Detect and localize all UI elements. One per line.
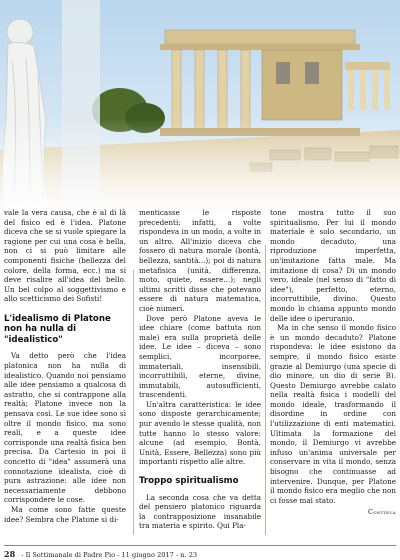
paragraph: Ma in che senso il mondo fisico è un mondo decaduto? Platone rispondeva: le idee esistono da sempre, il mondo fisico esiste grazie al Demiurgo (una specie di dio minore, un dio di serie B). Questo Demiurgo avrebbe calato nella realtà fisica i modelli del mondo ideale, trasformando il disordine in ordine con l'utilizzazione di enti matematici. Ultimata la formazione del mondo, il Demiurgo vi avrebbe infuso un'anima universale per conservare in vita il mondo, senza bisogno che continuasse ad intervenire. Dunque, per Platone il mondo fisico era meglio che non ci fosse mai stato. [270,323,396,505]
continua-label: Continua [368,508,396,517]
section-heading: L'idealismo di Platone non ha nulla di "idealistico" [4,313,111,345]
article-column-3 [270,208,396,518]
paragraph: La seconda cosa che va detta del pensiero platonico riguarda la contrapposizione insanabile tra materia e spirito. Qui Pla- [139,492,261,531]
paragraph: tone mostra tutto il suo spiritualismo. Per lui il mondo materiale è solo secondario, un mondo decaduto, una riproduzione imperfetta, un'imitazione fatta male. Ma imitazione di cosa? Di un mondo vero, ideale (nel senso di "fatto di idee"), perfetto, eterno, incorruttibile, divino. Questo mondo lo chiama appunto mondo delle idee o iperuranio. [270,208,396,323]
article-column-1 [4,208,126,524]
paragraph: Ma come sono fatte queste idee? Sembra che Platone si di- [4,504,126,524]
article-column-2 [139,208,261,531]
paragraph: vale la vera causa, che è al di là del fisico ed è l'idea. Platone diceva che se si vuole spiegare la ragione per cui una cosa è bella, non ci si può limitare alle componenti fisiche (bellezza del colore, della forma, ecc.) ma si deve risalire all'idea del bello. Un bel colpo al soggettivismo e allo scetticismo dei Sofisti! [4,208,126,304]
column-divider [133,270,134,535]
paragraph: Dove però Platone aveva le idee chiare (come battuta non male) era sulla proprietà delle idee. Le idee – diceva – sono semplici, incorporee, immateriali, insensibili, incorruttibili, eterne, divine, immutabili, autosufficienti, trascendenti. [139,313,261,400]
acropolis-photo-illustration [0,0,400,215]
header-photo [0,0,400,215]
paragraph: Va detto però che l'idea platonica non ha nulla di idealistico. Quando noi pensiamo alle idee pensiamo a qualcosa di astratto, che si contrappone alla realtà; Platone invece non la pensava così. Le sue idee sono sì oltre il mondo fisico, ma sono reali, e a queste idee corrisponde una realtà fisica ben precisa. Da Cartesio in poi il concetto di "idea" assumerà una connotazione idealista, cioè di pura astrazione: alle idee non necessariamente debbono corrispondere le cose. [4,351,126,505]
publication-line: - Il Settimanale di Padre Pio - 11 giugno 2017 - n. 23 [21,551,198,559]
page-footer [4,545,396,559]
column-divider [265,245,266,535]
paragraph: Un'altra caratteristica: le idee sono disposte gerarchicamente; pur avendo le stesse qualità, non tutte hanno lo stesso valore: alcune (ad esempio, Bontà, Unità, Essere, Bellezza) sono più importanti rispetto alle altre. [139,399,261,467]
paragraph: menticasse le risposte precedenti; infatti, a volte rispondeva in un modo, a volte in un altro. All'inizio diceva che fossero di natura morale (bontà, bellezza, santità...); poi di natura metafisica (unità, differenza, moto, quiete, essere...); negli ultimi scritti disse che potevano essere di natura matematica, cioè numeri. [139,208,261,313]
page-number: 28 [4,549,16,559]
section-heading: Troppo spiritualismo [139,476,239,487]
